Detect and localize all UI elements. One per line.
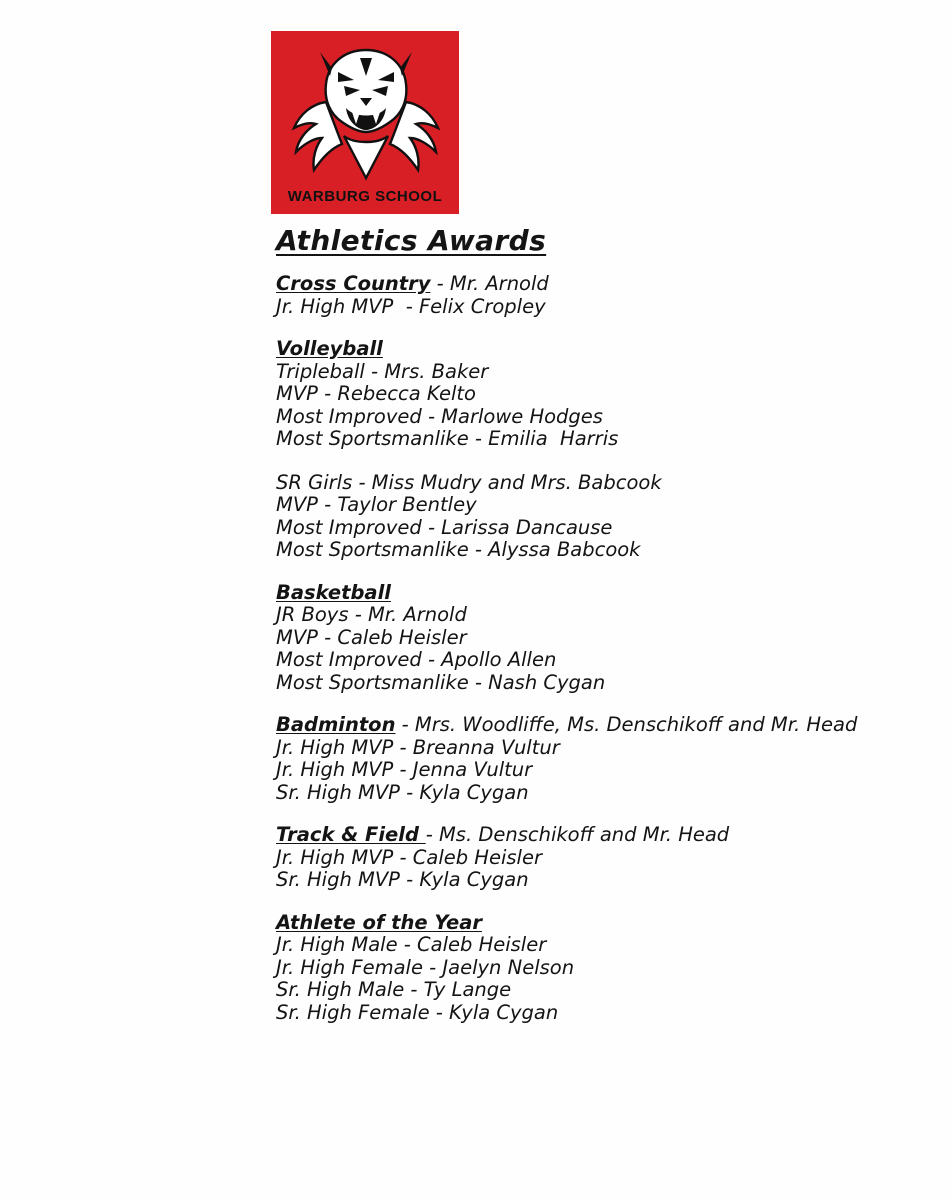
award-line: Sr. High MVP - Kyla Cygan — [276, 868, 529, 891]
award-line: Jr. High MVP - Caleb Heisler — [276, 845, 542, 869]
award-line: MVP - Taylor Bentley — [276, 493, 477, 516]
section-heading: Volleyball — [276, 337, 383, 360]
page-title: Athletics Awards — [276, 224, 547, 257]
school-logo-caption: WARBURG SCHOOL — [287, 188, 443, 205]
section-heading: Cross Country — [276, 272, 431, 295]
award-line: JR Boys - Mr. Arnold — [276, 603, 467, 626]
award-line: Jr. High MVP - Breanna Vultur — [276, 735, 560, 759]
group-spacer — [276, 451, 896, 472]
award-line: Most Improved - Larissa Dancause — [276, 515, 613, 539]
section-heading: Athlete of the Year — [276, 910, 482, 934]
section-heading-line — [276, 338, 896, 361]
section-volleyball — [276, 338, 896, 562]
section-heading-suffix: - Ms. Denschikoff and Mr. Head — [425, 823, 730, 846]
award-line: Tripleball - Mrs. Baker — [276, 359, 489, 383]
award-line: Most Sportsmanlike - Nash Cygan — [276, 670, 606, 694]
award-line: Sr. High MVP - Kyla Cygan — [276, 780, 529, 804]
award-line: Jr. High MVP - Felix Cropley — [276, 294, 546, 318]
award-line: Jr. High Female - Jaelyn Nelson — [276, 955, 575, 979]
section-badminton — [276, 714, 896, 804]
award-line: MVP - Rebecca Kelto — [276, 382, 476, 405]
section-basketball — [276, 582, 896, 695]
award-line: Jr. High Male - Caleb Heisler — [276, 933, 547, 956]
section-heading-line — [276, 714, 896, 737]
award-line: Most Sportsmanlike - Alyssa Babcook — [276, 538, 641, 561]
award-line: Most Sportsmanlike - Emilia Harris — [276, 427, 619, 450]
section-track-and-field — [276, 824, 896, 892]
section-heading-suffix: - Mr. Arnold — [430, 272, 549, 295]
section-athlete-of-the-year — [276, 912, 896, 1025]
award-line: Most Improved - Marlowe Hodges — [276, 404, 603, 428]
school-logo — [271, 31, 459, 214]
section-heading-line — [276, 582, 896, 605]
section-heading-line — [276, 824, 896, 847]
award-line: Sr. High Male - Ty Lange — [276, 978, 512, 1001]
section-heading: Track & Field — [276, 823, 426, 846]
award-line: Jr. High MVP - Jenna Vultur — [276, 758, 533, 781]
section-heading: Badminton — [276, 713, 396, 736]
award-line: Most Improved - Apollo Allen — [276, 648, 557, 671]
panther-mascot-icon — [272, 32, 460, 182]
section-cross-country — [276, 273, 896, 318]
award-line: Sr. High Female - Kyla Cygan — [276, 1000, 559, 1024]
section-heading-suffix: - Mrs. Woodliffe, Ms. Denschikoff and Mr. Head — [395, 713, 858, 736]
awards-content — [276, 224, 896, 1044]
section-heading-line — [276, 912, 896, 935]
award-line: MVP - Caleb Heisler — [276, 625, 467, 649]
award-line: SR Girls - Miss Mudry and Mrs. Babcook — [276, 470, 662, 494]
section-heading-line — [276, 273, 896, 296]
section-heading: Basketball — [276, 580, 391, 604]
